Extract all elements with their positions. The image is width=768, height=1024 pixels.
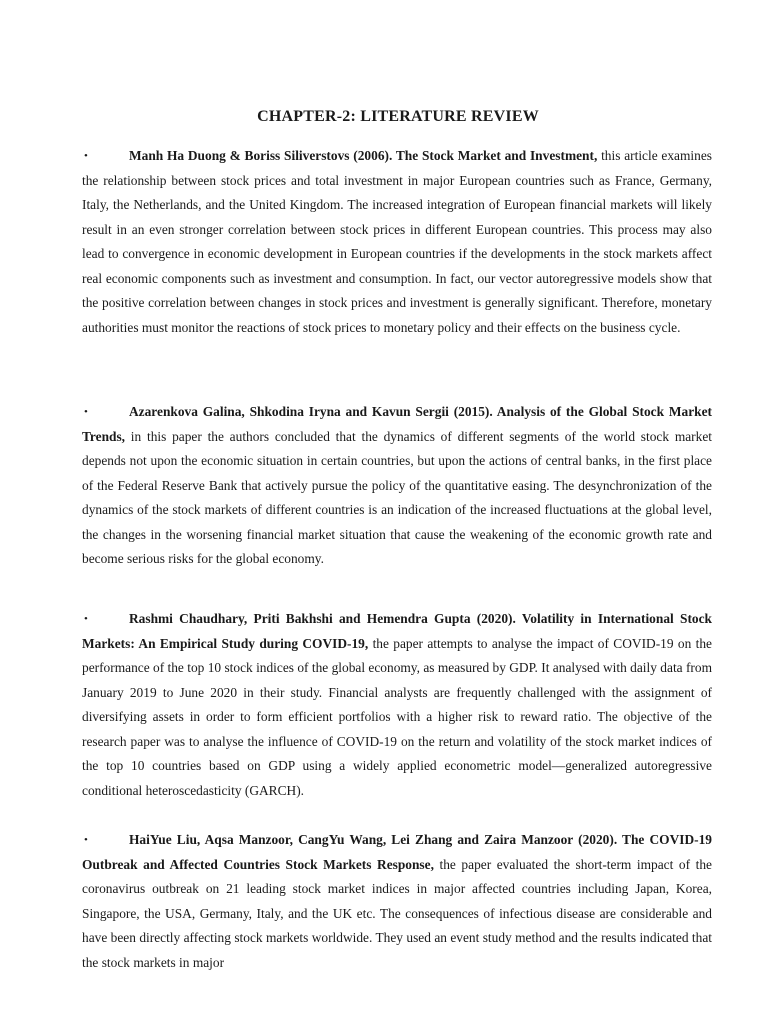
bullet-icon: • (84, 613, 88, 625)
entry-body: the paper evaluated the short-term impact of the coronavirus outbreak on 21 leading stock market indices in major affected countries including Japan, Korea, Singapore, the USA, Germany, Italy, and the UK etc. The consequences of infectious disease are considerable and have been directly affecting stock markets worldwide. They used an event study method and the results indicated that the stock markets in major (82, 856, 712, 970)
chapter-title: CHAPTER-2: LITERATURE REVIEW (257, 108, 539, 125)
literature-entry (82, 144, 712, 340)
entry-body: the paper attempts to analyse the impact of COVID-19 on the performance of the top 10 stock indices of the global economy, as measured by GDP. It analysed with daily data from January 2019 to June 2020 in their study. Financial analysts are frequently challenged with the assignment of diversifying assets in order to form efficient portfolios with a higher risk to reward ratio. The objective of the research paper was to analyse the influence of COVID-19 on the return and volatility of the stock market indices of the top 10 countries based on GDP using a widely applied econometric model—generalized autoregressive conditional heteroscedasticity (GARCH). (82, 635, 712, 798)
bullet-icon: • (84, 834, 88, 846)
literature-entry (82, 828, 712, 975)
entry-reference: Rashmi Chaudhary, Priti Bakhshi and Hemendra Gupta (2020). Volatility in International Stock Markets: An Empirical Study during COVID-19, (82, 611, 712, 651)
entry-reference: HaiYue Liu, Aqsa Manzoor, CangYu Wang, Lei Zhang and Zaira Manzoor (2020). The COVID-19 Outbreak and Affected Countries Stock Markets Response, (82, 832, 712, 872)
entry-reference: Manh Ha Duong & Boriss Siliverstovs (2006). The Stock Market and Investment, (129, 148, 598, 163)
entry-body: in this paper the authors concluded that the dynamics of different segments of the world stock market depends not upon the economic situation in certain countries, but upon the actions of central banks, in the first place of the Federal Reserve Bank that actively pursue the policy of the quantitative easing. The desynchronization of the dynamics of the stock markets of different countries is an indication of the increased fluctuations at the global level, the changes in the worsening financial market situation that cause the weakening of the economic growth rate and become serious risks for the global economy. (82, 428, 712, 566)
bullet-icon: • (84, 406, 88, 418)
entry-reference: Azarenkova Galina, Shkodina Iryna and Kavun Sergii (2015). Analysis of the Global Stock Market Trends, (82, 404, 712, 444)
entry-body: this article examines the relationship between stock prices and total investment in major European countries such as France, Germany, Italy, the Netherlands, and the United Kingdom. The increased integration of European financial markets will likely result in an even stronger correlation between stock prices in different European countries. This process may also lead to convergence in economic development in European countries if the developments in the stock markets affect real economic components such as investment and consumption. In fact, our vector autoregressive models show that the positive correlation between changes in stock prices and investment is generally significant. Therefore, monetary authorities must monitor the reactions of stock prices to monetary policy and their effects on the business cycle. (82, 148, 712, 335)
bullet-icon: • (84, 150, 88, 162)
literature-entry (82, 607, 712, 803)
literature-entry (82, 400, 712, 572)
